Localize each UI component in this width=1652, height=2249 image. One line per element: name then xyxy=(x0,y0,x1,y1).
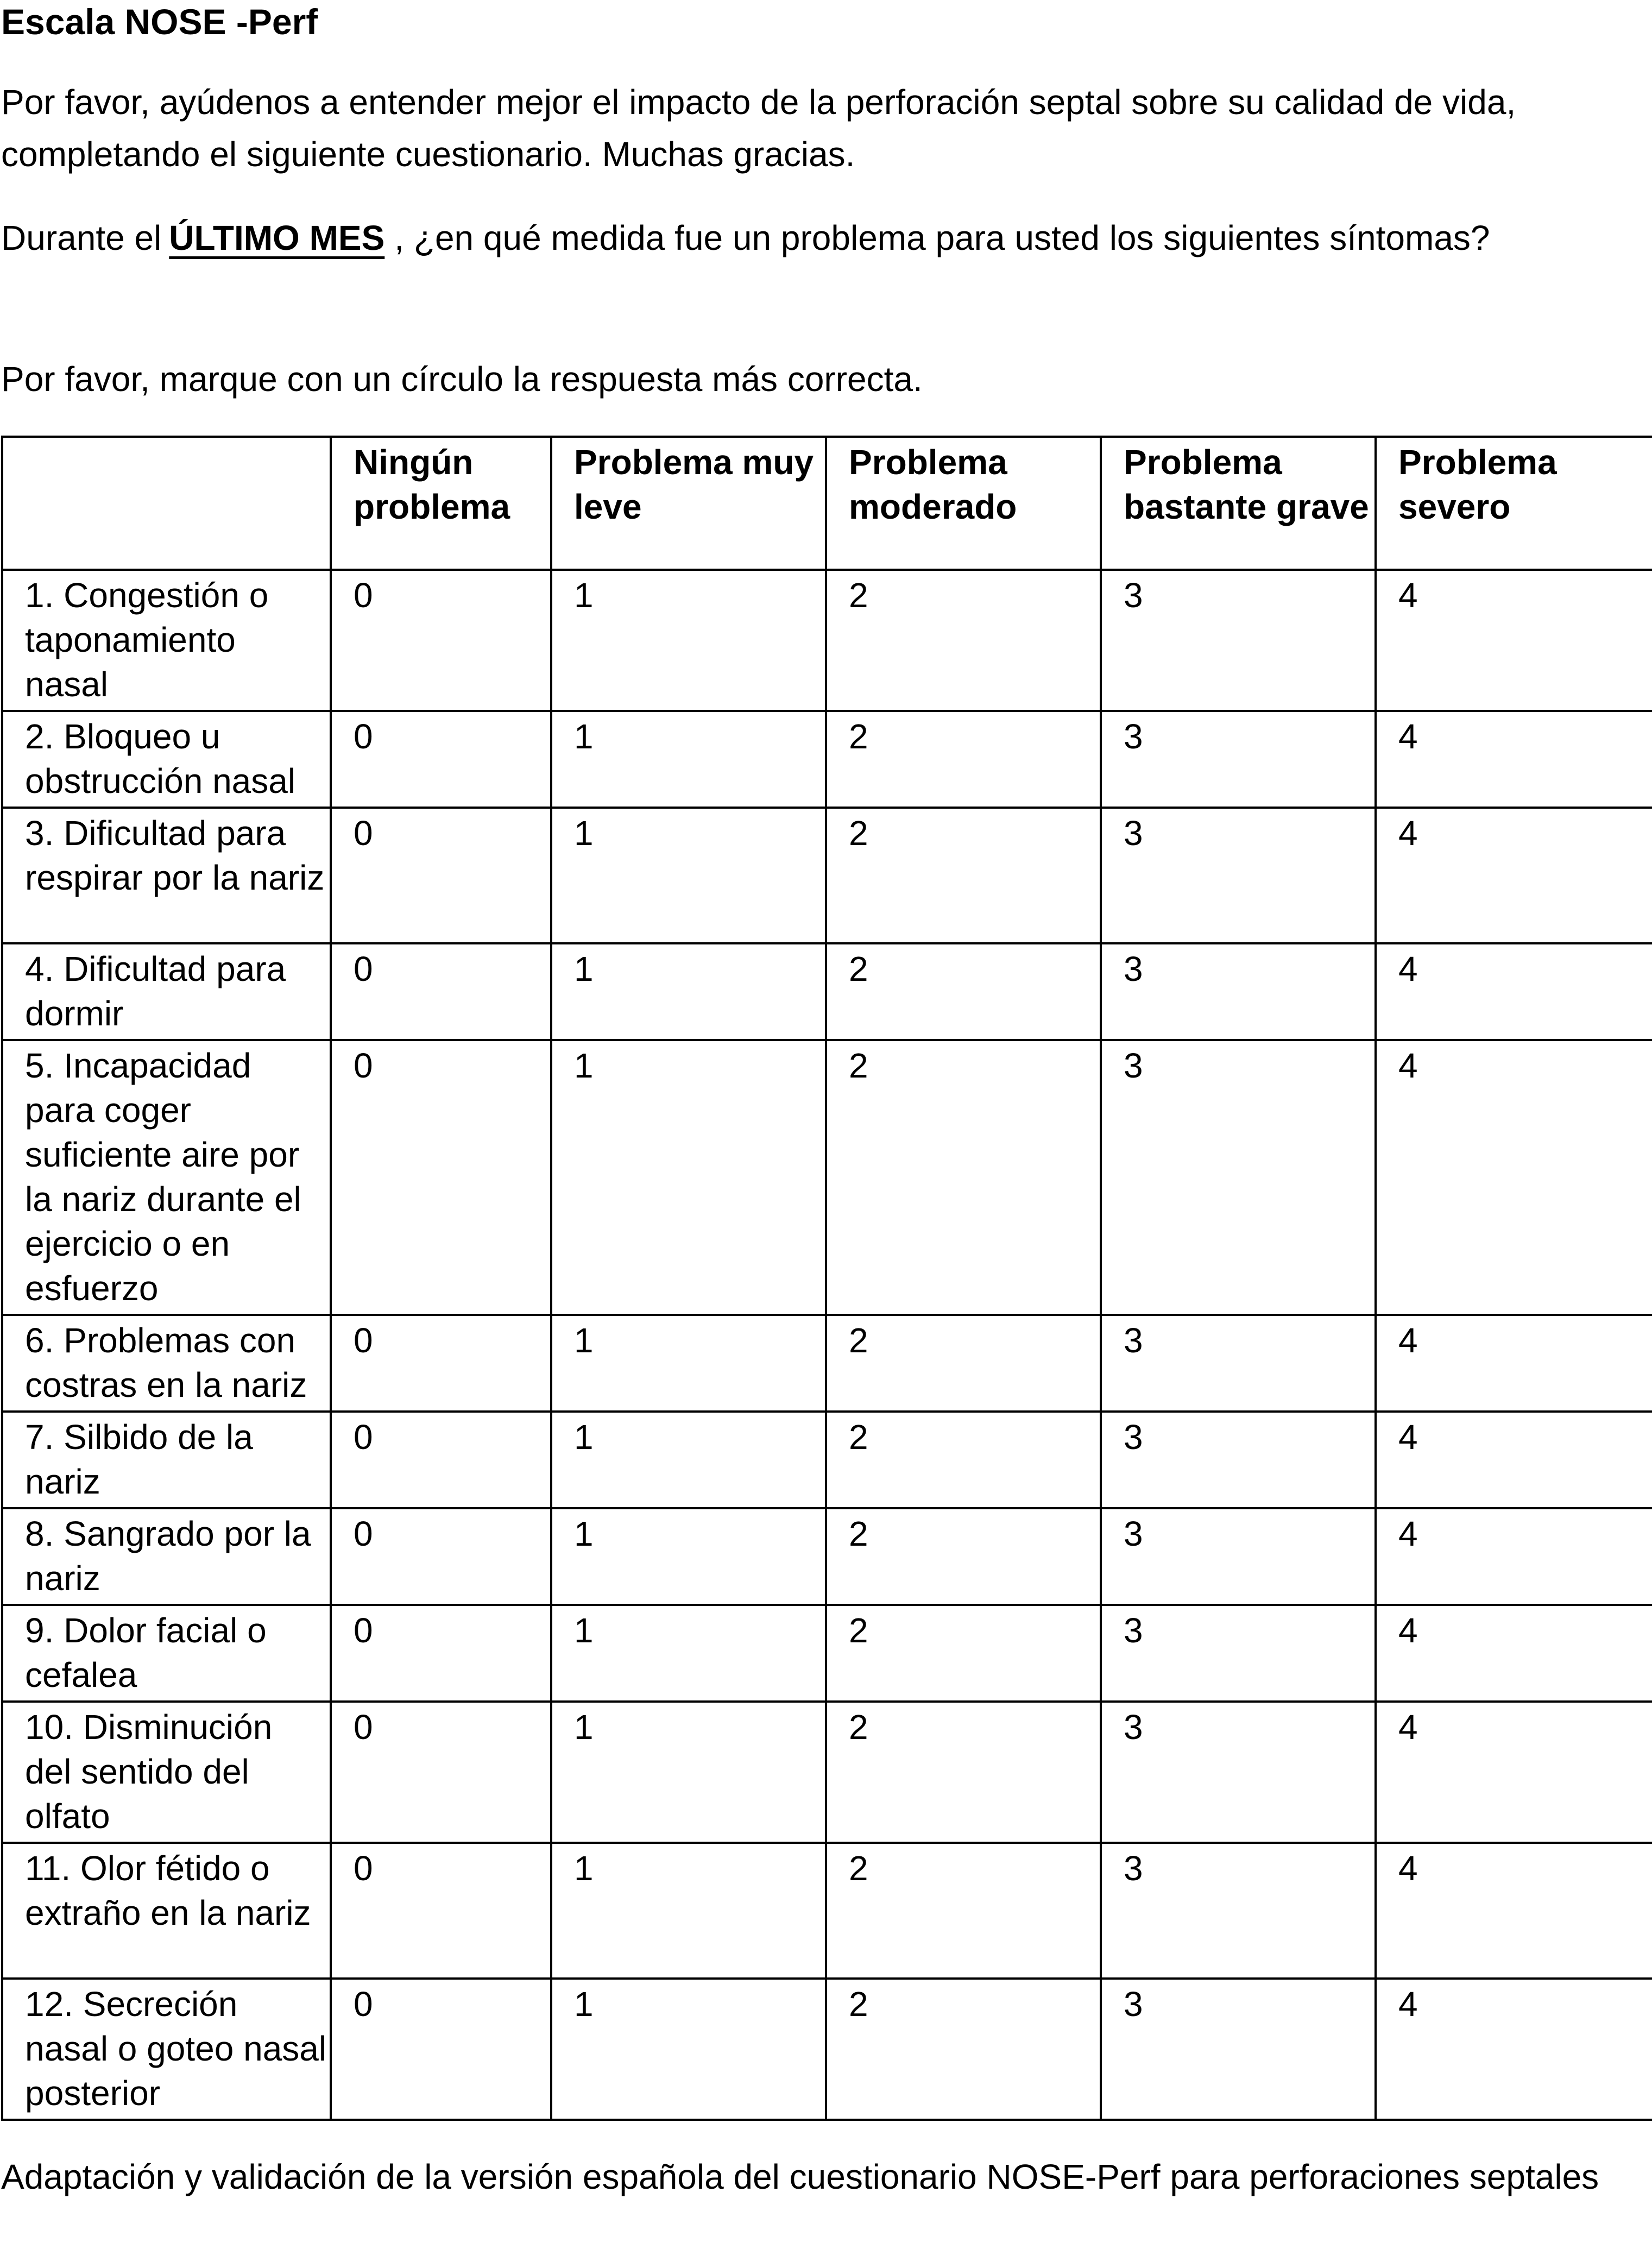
document-title: Escala NOSE -Perf xyxy=(1,2,318,42)
score-option-1[interactable]: 1 xyxy=(551,1508,826,1605)
table-body xyxy=(2,570,1652,2120)
score-option-1[interactable]: 1 xyxy=(551,943,826,1040)
footer-citation: Adaptación y validación de la versión española del cuestionario NOSE-Perf para perforaciones septales xyxy=(1,2157,1599,2196)
header-empty-cell xyxy=(2,437,331,570)
score-option-4[interactable]: 4 xyxy=(1376,808,1652,943)
score-option-4[interactable]: 4 xyxy=(1376,1412,1652,1508)
question-emphasis: ÚLTIMO MES xyxy=(169,218,385,257)
score-option-0[interactable]: 0 xyxy=(331,1412,551,1508)
score-option-3[interactable]: 3 xyxy=(1101,1040,1376,1315)
header-problema-severo: Problema severo xyxy=(1376,437,1652,570)
score-option-1[interactable]: 1 xyxy=(551,1040,826,1315)
score-option-3[interactable]: 3 xyxy=(1101,570,1376,711)
score-option-0[interactable]: 0 xyxy=(331,1843,551,1979)
symptom-label: 11. Olor fétido o extraño en la nariz xyxy=(2,1843,331,1979)
score-option-3[interactable]: 3 xyxy=(1101,1979,1376,2120)
score-option-1[interactable]: 1 xyxy=(551,1843,826,1979)
score-option-4[interactable]: 4 xyxy=(1376,1702,1652,1843)
score-option-0[interactable]: 0 xyxy=(331,1040,551,1315)
score-option-4[interactable]: 4 xyxy=(1376,1843,1652,1979)
score-option-0[interactable]: 0 xyxy=(331,1605,551,1702)
score-option-0[interactable]: 0 xyxy=(331,1979,551,2120)
score-option-1[interactable]: 1 xyxy=(551,570,826,711)
header-problema-muy-leve: Problema muy leve xyxy=(551,437,826,570)
table-row xyxy=(2,1040,1652,1315)
score-option-2[interactable]: 2 xyxy=(826,1979,1101,2120)
table-row xyxy=(2,1412,1652,1508)
score-option-1[interactable]: 1 xyxy=(551,1605,826,1702)
intro-paragraph: Por favor, ayúdenos a entender mejor el impacto de la perforación septal sobre su calidad de vida, completando el siguiente cuestionario. Muchas gracias. xyxy=(1,83,1516,174)
instruction-paragraph: Por favor, marque con un círculo la respuesta más correcta. xyxy=(1,360,923,399)
score-option-0[interactable]: 0 xyxy=(331,1702,551,1843)
symptom-label: 8. Sangrado por la nariz xyxy=(2,1508,331,1605)
score-option-4[interactable]: 4 xyxy=(1376,1979,1652,2120)
symptom-label: 4. Dificultad para dormir xyxy=(2,943,331,1040)
question-prefix: Durante el xyxy=(1,218,162,257)
table-row xyxy=(2,1843,1652,1979)
table-row xyxy=(2,711,1652,808)
score-option-1[interactable]: 1 xyxy=(551,1412,826,1508)
score-option-3[interactable]: 3 xyxy=(1101,1702,1376,1843)
header-problema-moderado: Problema moderado xyxy=(826,437,1101,570)
symptom-label: 1. Congestión o taponamiento nasal xyxy=(2,570,331,711)
score-option-2[interactable]: 2 xyxy=(826,1315,1101,1412)
score-option-2[interactable]: 2 xyxy=(826,808,1101,943)
score-option-3[interactable]: 3 xyxy=(1101,808,1376,943)
score-option-4[interactable]: 4 xyxy=(1376,1315,1652,1412)
score-option-3[interactable]: 3 xyxy=(1101,1508,1376,1605)
score-option-3[interactable]: 3 xyxy=(1101,1605,1376,1702)
score-option-4[interactable]: 4 xyxy=(1376,711,1652,808)
header-ningun-problema: Ningún problema xyxy=(331,437,551,570)
score-option-2[interactable]: 2 xyxy=(826,1843,1101,1979)
score-option-2[interactable]: 2 xyxy=(826,1040,1101,1315)
symptom-label: 9. Dolor facial o cefalea xyxy=(2,1605,331,1702)
score-option-0[interactable]: 0 xyxy=(331,1508,551,1605)
symptom-label: 3. Dificultad para respirar por la nariz xyxy=(2,808,331,943)
nose-perf-table xyxy=(1,436,1652,2121)
score-option-2[interactable]: 2 xyxy=(826,1702,1101,1843)
score-option-1[interactable]: 1 xyxy=(551,808,826,943)
score-option-2[interactable]: 2 xyxy=(826,1605,1101,1702)
score-option-4[interactable]: 4 xyxy=(1376,570,1652,711)
score-option-2[interactable]: 2 xyxy=(826,570,1101,711)
score-option-1[interactable]: 1 xyxy=(551,711,826,808)
symptom-label: 10. Disminución del sentido del olfato xyxy=(2,1702,331,1843)
score-option-0[interactable]: 0 xyxy=(331,1315,551,1412)
score-option-0[interactable]: 0 xyxy=(331,943,551,1040)
score-option-4[interactable]: 4 xyxy=(1376,1508,1652,1605)
symptom-label: 6. Problemas con costras en la nariz xyxy=(2,1315,331,1412)
score-option-2[interactable]: 2 xyxy=(826,943,1101,1040)
score-option-3[interactable]: 3 xyxy=(1101,1843,1376,1979)
table-header-row xyxy=(2,437,1652,570)
symptom-label: 2. Bloqueo u obstrucción nasal xyxy=(2,711,331,808)
score-option-1[interactable]: 1 xyxy=(551,1702,826,1843)
score-option-2[interactable]: 2 xyxy=(826,1508,1101,1605)
score-option-3[interactable]: 3 xyxy=(1101,943,1376,1040)
question-paragraph xyxy=(1,212,1609,264)
symptom-label: 5. Incapacidad para coger suficiente aire por la nariz durante el ejercicio o en esfuerzo xyxy=(2,1040,331,1315)
score-option-0[interactable]: 0 xyxy=(331,808,551,943)
table-row xyxy=(2,808,1652,943)
score-option-4[interactable]: 4 xyxy=(1376,943,1652,1040)
symptom-label: 12. Secreción nasal o goteo nasal posterior xyxy=(2,1979,331,2120)
table-row xyxy=(2,1979,1652,2120)
score-option-3[interactable]: 3 xyxy=(1101,1315,1376,1412)
score-option-2[interactable]: 2 xyxy=(826,1412,1101,1508)
question-suffix: , ¿en qué medida fue un problema para usted los siguientes síntomas? xyxy=(394,218,1490,257)
score-option-0[interactable]: 0 xyxy=(331,570,551,711)
table-row xyxy=(2,1315,1652,1412)
score-option-3[interactable]: 3 xyxy=(1101,711,1376,808)
table-row xyxy=(2,1605,1652,1702)
score-option-3[interactable]: 3 xyxy=(1101,1412,1376,1508)
score-option-0[interactable]: 0 xyxy=(331,711,551,808)
table-row xyxy=(2,1702,1652,1843)
score-option-4[interactable]: 4 xyxy=(1376,1040,1652,1315)
table-row xyxy=(2,570,1652,711)
score-option-4[interactable]: 4 xyxy=(1376,1605,1652,1702)
score-option-2[interactable]: 2 xyxy=(826,711,1101,808)
score-option-1[interactable]: 1 xyxy=(551,1979,826,2120)
symptom-label: 7. Silbido de la nariz xyxy=(2,1412,331,1508)
table-row xyxy=(2,1508,1652,1605)
header-problema-bastante-grave: Problema bastante grave xyxy=(1101,437,1376,570)
table-row xyxy=(2,943,1652,1040)
score-option-1[interactable]: 1 xyxy=(551,1315,826,1412)
